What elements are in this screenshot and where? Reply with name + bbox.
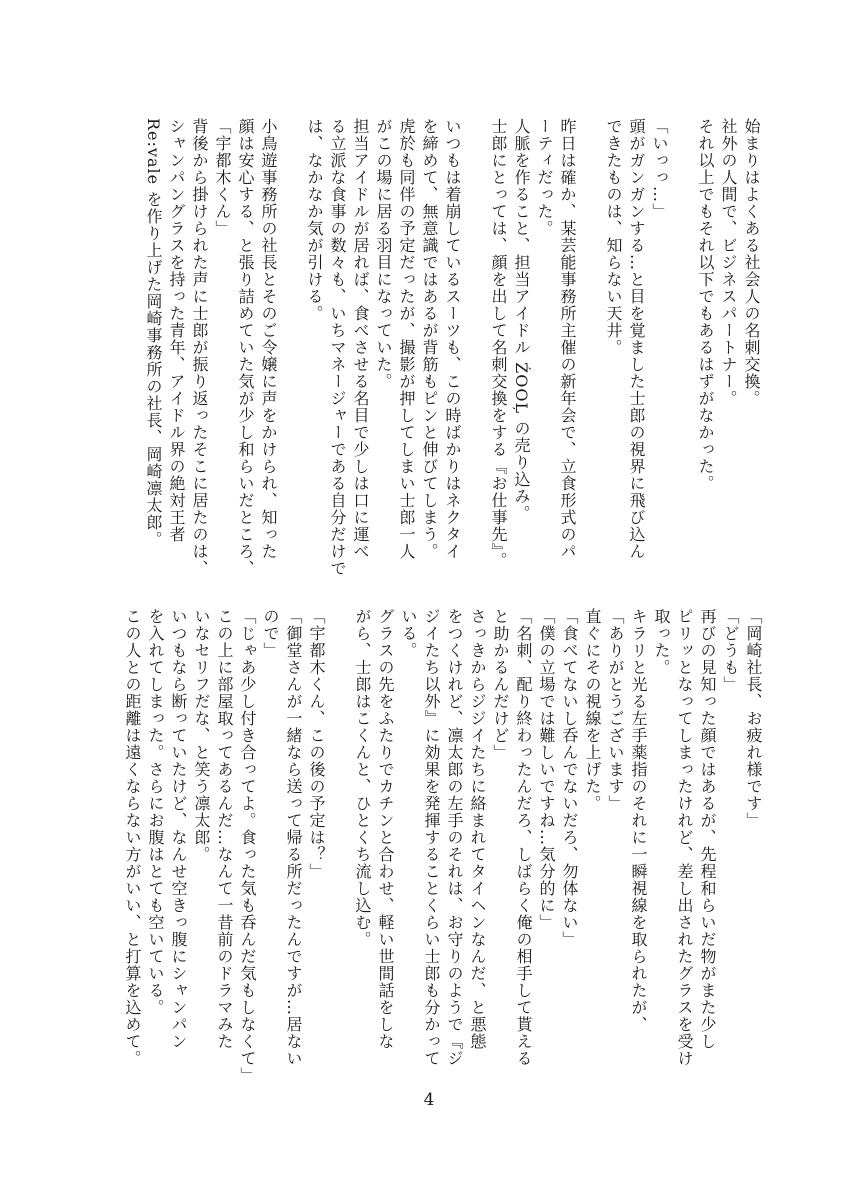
text-line: できたものは、知らない天井。 xyxy=(604,118,623,356)
text-line: 背後から掛けられた声に士郎が振り返ったそこに居たのは、 xyxy=(190,118,209,577)
text-line: 「じゃあ少し付き合ってよ。食った気も呑んだ気もしなくて」 xyxy=(238,608,257,1084)
text-line: 「ありがとうございます」 xyxy=(606,608,625,812)
text-line: この人との距離は遠くならない方がいい、と打算を込めて。 xyxy=(123,608,142,1067)
text-line: を入れてしまった。さらにお腹はとても空いている。 xyxy=(146,608,165,1016)
text-line: いつもは着崩しているスーツも、この時ばかりはネクタイ xyxy=(443,118,462,560)
text-line: キラリと光る左手薬指のそれに一瞬視線を取られたが、 xyxy=(629,608,648,1033)
text-line: いる。 xyxy=(399,608,418,659)
text-line: がこの場に居る羽目になっていた。 xyxy=(374,118,393,390)
text-line: を締めて、無意識ではあるが背筋もピンと伸びてしまう。 xyxy=(420,118,439,560)
text-line: 「宇都木くん、この後の予定は？」 xyxy=(307,608,326,880)
text-line: 担当アイドルが居れば、食べさせる名目で少しは口に運べ xyxy=(351,118,370,560)
text-line: をつくけれど、凛太郎の左手のそれは、お守りのようで『ジ xyxy=(445,608,464,1067)
text-line: がら、士郎はこくんと、ひとくち流し込む。 xyxy=(353,608,372,948)
text-line xyxy=(280,118,303,558)
text-line: さっきからジジイたちに絡まれてタイヘンなんだ、と悪態 xyxy=(468,608,487,1050)
text-line: 小鳥遊事務所の社長とそのご令嬢に声をかけられ、知った xyxy=(259,118,278,560)
text-line: は、なかなか気が引ける。 xyxy=(305,118,324,322)
text-line: 直ぐにその視線を上げた。 xyxy=(583,608,602,812)
text-line: る立派な食事の数々も、いちマネージャーである自分だけで xyxy=(328,118,347,577)
text-line: 「岡崎社長、お疲れ様です」 xyxy=(744,608,763,829)
text-line: ーティだった。 xyxy=(535,118,554,237)
text-line: と助かるんだけど」 xyxy=(491,608,510,761)
text-line: 「どうも」 xyxy=(721,608,740,693)
text-line: ジイたち以外』に効果を発揮することくらい士郎も分かって xyxy=(422,608,441,1067)
text-line: 「いっっ…」 xyxy=(650,118,669,220)
text-line: いつもなら断っていたけど、なんせ空きっ腹にシャンパン xyxy=(169,608,188,1050)
text-line: シャンパングラスを持った青年、アイドル界の絶対王者 xyxy=(167,118,186,543)
text-line: 士郎にとっては、顔を出して名刺交換をする『お仕事先』。 xyxy=(489,118,508,569)
text-line: ので」 xyxy=(261,608,280,659)
text-line xyxy=(328,608,351,1078)
text-line: 再びの見知った顔ではあるが、先程和らいだ物がまた少し xyxy=(698,608,717,1050)
text-line: 「宇都木くん」 xyxy=(213,118,232,237)
text-line: 「御堂さんが一緒なら送って帰る所だったんですが…居ない xyxy=(284,608,303,1067)
text-line: 人脈を作ること、担当アイドル ŹOOĻ の売り込み。 xyxy=(512,118,531,523)
text-line: それ以上でもそれ以下でもあるはずがなかった。 xyxy=(696,118,715,492)
text-line: この上に部屋取ってあるんだ…なんて一昔前のドラマみた xyxy=(215,608,234,1050)
text-line: Re:vale を作り上げた岡崎事務所の社長、岡崎凛太郎。 xyxy=(144,118,163,549)
text-line: 頭がガンガンする…と目を覚ました士郎の視界に飛び込ん xyxy=(627,118,646,560)
text-line: 「食べてないし呑んでないだろ、勿体ない」 xyxy=(560,608,579,948)
text-line: 「名刺、配り終わったんだろ、しばらく俺の相手して貰える xyxy=(514,608,533,1067)
text-line: グラスの先をふたりでカチンと合わせ、軽い世間話をしな xyxy=(376,608,395,1050)
text-line: 虎於も同伴の予定だったが、撮影が押してしまい士郎一人 xyxy=(397,118,416,560)
bottom-text-block xyxy=(121,608,765,1084)
text-line: ピリッとなってしまったけれど、差し出されたグラスを受け xyxy=(675,608,694,1067)
text-line: 「僕の立場では難しいですね…気分的に」 xyxy=(537,608,556,931)
text-line xyxy=(579,118,602,558)
text-line xyxy=(671,118,694,558)
text-line: 顔は安心する、と張り詰めていた気が少し和らいだところ、 xyxy=(236,118,255,577)
text-line: いなセリフだな、と笑う凛太郎。 xyxy=(192,608,211,863)
text-line: 昨日は確か、某芸能事務所主催の新年会で、立食形式のパ xyxy=(558,118,577,560)
text-line: 始まりはよくある社会人の名刺交換。 xyxy=(742,118,761,407)
text-line: 取った。 xyxy=(652,608,671,676)
text-line: 社外の人間で、ビジネスパートナー。 xyxy=(719,118,738,407)
text-line xyxy=(464,118,487,558)
top-text-block xyxy=(142,118,763,577)
page-number: 4 xyxy=(423,1090,435,1110)
